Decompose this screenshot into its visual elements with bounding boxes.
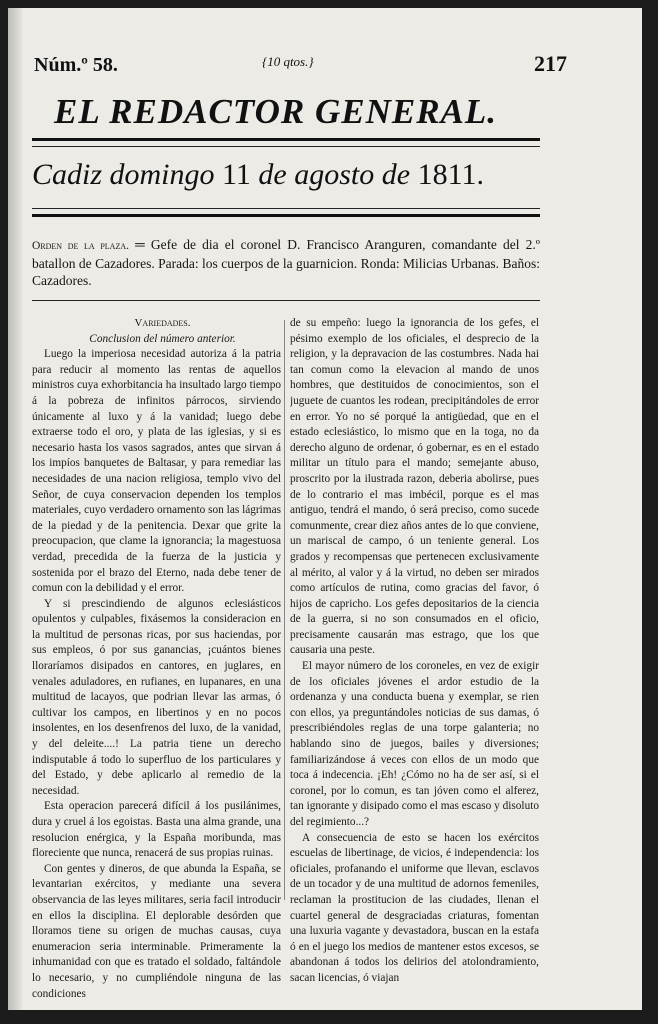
orden-de-la-plaza xyxy=(32,236,540,289)
issue-header xyxy=(34,51,567,84)
paragraph: El mayor número de los coroneles, en vez de exigir de los oficiales jóvenes el ardor estudio de la ordenanza y una conducta buena y exemplar, se rien con ellos, ya preguntándoles noticias de sus damas, ó prescribiéndoles reglas de una torpe galanteria; no hablando sino de juegos, bailes y diversiones; familiarizándose á veces con ellos de un modo que toca á indecencia. ¡Eh! ¿Cómo no ha de ser así, si el coronel, por lo comun, es tan jóven como el alferez, tan ignorante y disipado como el mas escaso y disoluto del regimiento...? xyxy=(290,660,539,828)
date-month: de agosto de xyxy=(258,158,411,191)
article-column-left xyxy=(32,316,281,1006)
top-thin-rule xyxy=(32,146,540,147)
paragraph: Luego la imperiosa necesidad autoriza á la patria para reducir al momento las rentas de aquellos ministros cuya exhorbitancia ha insultado largo tiempo á la pobreza de infinitos párrocos, sirviendo únicamente al luxo y á la vanidad; luego debe extraerse todo el oro, y plata de las iglesias, y si es necesario hasta los vasos sagrados, antes que sirvan á los impíos banquetes de Baltasar, y para remediar las necesidades de una nacion religiosa, templo vivo del Señor, de cuya conservacion dependen los templos materiales, cuyo verdadero ornamento son las lágrimas de la piedad y de la penitencia. Dexar que grite la preocupacion, que clame la ignorancia; la magestuosa verdad, precedida de la fuerza de la justicia y sostenida por el brazo del Eterno, nada debe tener de comun con la debilidad y el error. xyxy=(32,348,281,595)
section-subtitle: Conclusion del número anterior. xyxy=(89,332,236,345)
orden-text: ═ Gefe de dia el coronel D. Francisco Aranguren, comandante del 2.º batallon de Cazadores. Parada: los cuerpos de la guarnicion. Ronda: Milicias Urbanas. Baños: Cazadores. xyxy=(32,237,540,288)
page-spine xyxy=(8,8,22,1010)
bottom-thick-rule xyxy=(32,214,540,217)
column-gutter xyxy=(284,320,285,900)
paragraph: Con gentes y dineros, de que abunda la España, se levantarian exércitos, y mediante una severa observancia de las leyes militares, seria facil introducir en ellos la disciplina. El deplorable desórden que lloramos tiene su origen de muchas causas, cuya enumeracion seria interminable. Primeramente la inhumanidad con que es tratado el soldado, faltándole lo necesario, y no cumpliéndole ninguna de las condiciones xyxy=(32,862,281,1000)
paragraph: Y si prescindiendo de algunos eclesiásticos opulentos y culpables, fixásemos la consideracion en la multitud de personas ricas, por sus haciendas, por sus empleos, ó por sus ganancias, ¡cuántos bienes lloraríamos disipados en cantores, en juglares, en venales aduladores, en rufianes, en lupanares, en una multitud de lacayos, que podrian llevar las armas, ó cultivar los campos, en libertinos y en no pocos insolentes, en los desenfrenos del luxo, de la vanidad, y del deleite....! La patria tiene un derecho indisputable á todo lo superfluo de los particulares y del Estado, y debe aplicarlo al remedio de la necesidad. xyxy=(32,597,281,797)
newspaper-page xyxy=(8,8,642,1010)
issue-number: Núm.º 58. xyxy=(34,54,118,76)
date-year: 1811. xyxy=(417,158,484,191)
section-title: Variedades. xyxy=(134,317,191,329)
paragraph: Esta operacion parecerá difícil á los pusilánimes, dura y cruel á los egoistas. Basta una alma grande, una resolucion enérgica, y la España moribunda, mas floreciente que nunca, renacerá de sus propias ruinas. xyxy=(32,800,281,860)
paragraph: de su empeño: luego la ignorancia de los gefes, el pésimo exemplo de los oficiales, el desprecio de la religion, y la depravacion de las costumbres. Nada hai tan comun como la elevacion al mando de unos hombres, que destituidos de conocimientos, son el juguete de cuantos les rodean, precipitándoles de error en error. Yo no sé porqué la antigüedad, que en el estado eclesiástico, lo mismo que en la toga, no da derecho alguno de ordenar, ó gobernar, es en el estado militar un título para el mando; semejante abuso, proscrito por la ilustrada razon, deberia abolirse, pues de lo contrario el mas imbécil, porque es el mas antiguo, tendrá el mando, ó será preciso, como sucede comunmente, crear diez años antes de lo que conviene, un mariscal de campo, ó un teniente general. Los grados y recompensas que pertenecen exclusivamente al mérito, al valor y á la virtud, no deben ser mirados como artículos de rutina, como gracias del favor, ó hijos de capricho. Los gefes depositarios de la ciencia de la guerra, si no son consumados en el oficio, precisamente causarán mas estrago, que los que causaria una peste. xyxy=(290,317,539,657)
page-number: 217 xyxy=(534,51,567,76)
newspaper-title: EL REDACTOR GENERAL. xyxy=(54,92,498,131)
dateline xyxy=(32,158,540,192)
date-day: 11 xyxy=(222,158,251,191)
quartos-note: {10 qtos.} xyxy=(262,54,314,69)
orden-label: Orden de la plaza. xyxy=(32,240,129,252)
bottom-thin-rule xyxy=(32,208,540,209)
paragraph: A consecuencia de esto se hacen los exércitos escuelas de libertinage, de vicios, é independencia: los oficiales, profanando el uniforme que llevan, esclavos de un tocador y de una multitud de adornos femeniles, reclaman la prostitucion de las ciudades, llenan el cuartel general de desgraciadas criaturas, fomentan una luxuria vagante y devastadora, buscan en la estafa ó en el juego los medios de mantener estos excesos, se abandonan á todos los delirios del atolondramiento, sacan licencias, ó viajan xyxy=(290,831,539,984)
section-divider xyxy=(32,300,540,301)
top-thick-rule xyxy=(32,138,540,141)
date-place: Cadiz domingo xyxy=(32,158,215,191)
article-column-right xyxy=(290,316,539,1006)
